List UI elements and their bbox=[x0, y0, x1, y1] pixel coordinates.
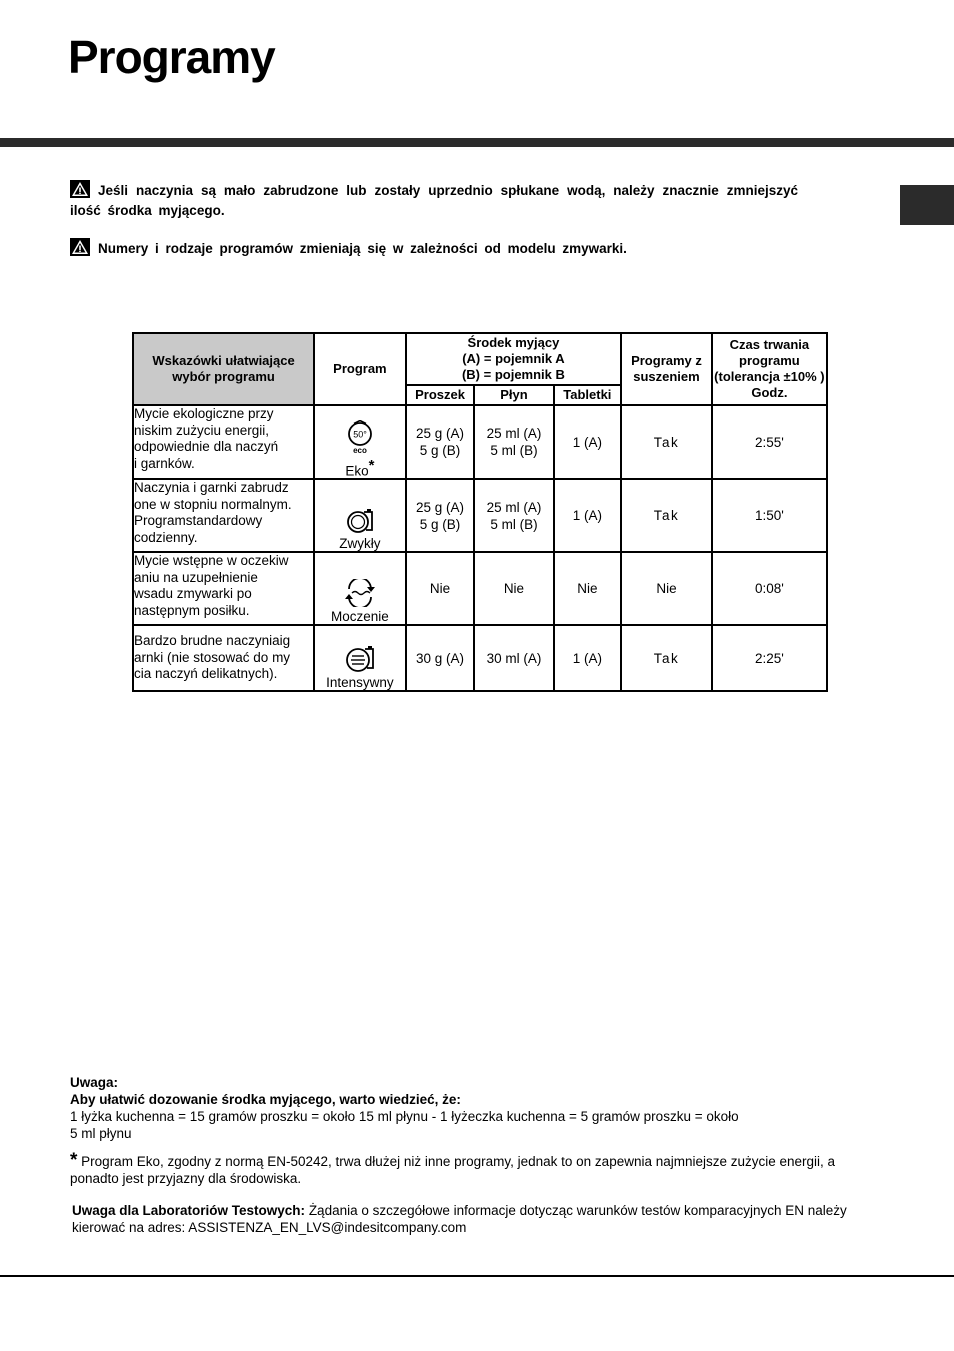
program-cell bbox=[314, 552, 406, 625]
liquid-cell: 25 ml (A) 5 ml (B) bbox=[474, 405, 553, 479]
eco-footnote bbox=[70, 1152, 860, 1187]
tablets-cell: 1 (A) bbox=[554, 405, 622, 479]
header-duration: Czas trwania programu (tolerancja ±10% ) Godz. bbox=[712, 333, 827, 405]
notes-subtitle: Aby ułatwić dozowanie środka myjącego, warto wiedzieć, że: bbox=[70, 1092, 461, 1107]
header-program: Program bbox=[314, 333, 406, 405]
hint-cell: Mycie wstępne w oczekiw aniu na uzupełnienie wsadu zmywarki po następnym posiłku. bbox=[133, 552, 314, 625]
warning-icon bbox=[70, 180, 90, 198]
powder-cell: Nie bbox=[406, 552, 475, 625]
hint-cell: Bardzo brudne naczyniaig arnki (nie stosować do my cia naczyń delikatnych). bbox=[133, 625, 314, 691]
header-detergent: Środek myjący (A) = pojemnik A (B) = pojemnik B bbox=[406, 333, 621, 385]
table-row bbox=[133, 552, 827, 625]
drying-cell: Nie bbox=[621, 552, 712, 625]
header-tablets: Tabletki bbox=[554, 385, 622, 405]
intensive-icon bbox=[343, 645, 377, 673]
table-row bbox=[133, 625, 827, 691]
tablets-cell: 1 (A) bbox=[554, 625, 622, 691]
top-rule bbox=[0, 138, 954, 147]
duration-cell: 0:08' bbox=[712, 552, 827, 625]
dosage-notes bbox=[70, 1074, 860, 1142]
program-cell bbox=[314, 479, 406, 552]
lab-note-label: Uwaga dla Laboratoriów Testowych: bbox=[72, 1203, 306, 1218]
program-name: Eko bbox=[345, 463, 369, 478]
warning-text-1: Jeśli naczynia są mało zabrudzone lub zostały uprzednio spłukane wodą, należy znacznie zmniejszyć ilość środka myjącego. bbox=[70, 183, 798, 218]
drying-cell: Tak bbox=[621, 405, 712, 479]
lab-note-text: Żądania o szczegółowe informacje dotycząc warunków testów komparacyjnych EN należy kierować na adres: ASSISTENZA_EN_LVS@indesitcompany.com bbox=[72, 1203, 847, 1235]
warning-icon bbox=[70, 238, 90, 256]
lab-note bbox=[72, 1202, 862, 1236]
drying-cell: Tak bbox=[621, 479, 712, 552]
hint-cell: Mycie ekologiczne przy niskim zużyciu energii, odpowiednie dla naczyń i garnków. bbox=[133, 405, 314, 479]
powder-cell: 25 g (A) 5 g (B) bbox=[406, 405, 475, 479]
table-row bbox=[133, 405, 827, 479]
table-row bbox=[133, 479, 827, 552]
program-name: Zwykły bbox=[339, 536, 381, 551]
duration-cell: 2:25' bbox=[712, 625, 827, 691]
program-cell bbox=[314, 625, 406, 691]
warning-note-1 bbox=[70, 180, 798, 221]
tablets-cell: 1 (A) bbox=[554, 479, 622, 552]
powder-cell: 25 g (A) 5 g (B) bbox=[406, 479, 475, 552]
notes-line-2: 5 ml płynu bbox=[70, 1126, 132, 1141]
soak-icon bbox=[343, 579, 377, 607]
duration-cell: 2:55' bbox=[712, 405, 827, 479]
side-tab-marker bbox=[900, 185, 954, 225]
program-name: Intensywny bbox=[326, 675, 394, 690]
program-star: * bbox=[368, 456, 375, 474]
liquid-cell: Nie bbox=[474, 552, 553, 625]
duration-cell: 1:50' bbox=[712, 479, 827, 552]
programs-table bbox=[132, 332, 828, 692]
program-name: Moczenie bbox=[331, 609, 389, 624]
liquid-cell: 30 ml (A) bbox=[474, 625, 553, 691]
powder-cell: 30 g (A) bbox=[406, 625, 475, 691]
warning-note-2 bbox=[70, 238, 798, 259]
eco-temp-text: 50° bbox=[353, 429, 367, 439]
bottom-rule bbox=[0, 1275, 954, 1277]
tablets-cell: Nie bbox=[554, 552, 622, 625]
notes-label: Uwaga: bbox=[70, 1075, 119, 1090]
drying-cell: Tak bbox=[621, 625, 712, 691]
warning-text-2: Numery i rodzaje programów zmieniają się w zależności od modelu zmywarki. bbox=[98, 241, 627, 256]
header-powder: Proszek bbox=[406, 385, 475, 405]
normal-wash-icon bbox=[343, 508, 377, 534]
header-drying: Programy z suszeniem bbox=[621, 333, 712, 405]
footnote-text: Program Eko, zgodny z normą EN-50242, trwa dłużej niż inne programy, jednak to on zapewnia najmniejsze zużycie energii, a ponadto jest przyjazny dla środowiska. bbox=[70, 1154, 836, 1186]
notes-line-1: 1 łyżka kuchenna = 15 gramów proszku = około 15 ml płynu - 1 łyżeczka kuchenna = 5 gramów proszku = około bbox=[70, 1109, 739, 1124]
eco-label-text: eco bbox=[352, 445, 367, 455]
hint-cell: Naczynia i garnki zabrudz one w stopniu normalnym. Programstandardowy codzienny. bbox=[133, 479, 314, 552]
header-liquid: Płyn bbox=[474, 385, 553, 405]
page-title: Programy bbox=[68, 31, 275, 83]
liquid-cell: 25 ml (A) 5 ml (B) bbox=[474, 479, 553, 552]
eco-50-icon bbox=[345, 420, 375, 456]
footnote-star: * bbox=[70, 1150, 78, 1171]
program-cell bbox=[314, 405, 406, 479]
header-hint: Wskazówki ułatwiające wybór programu bbox=[133, 333, 314, 405]
